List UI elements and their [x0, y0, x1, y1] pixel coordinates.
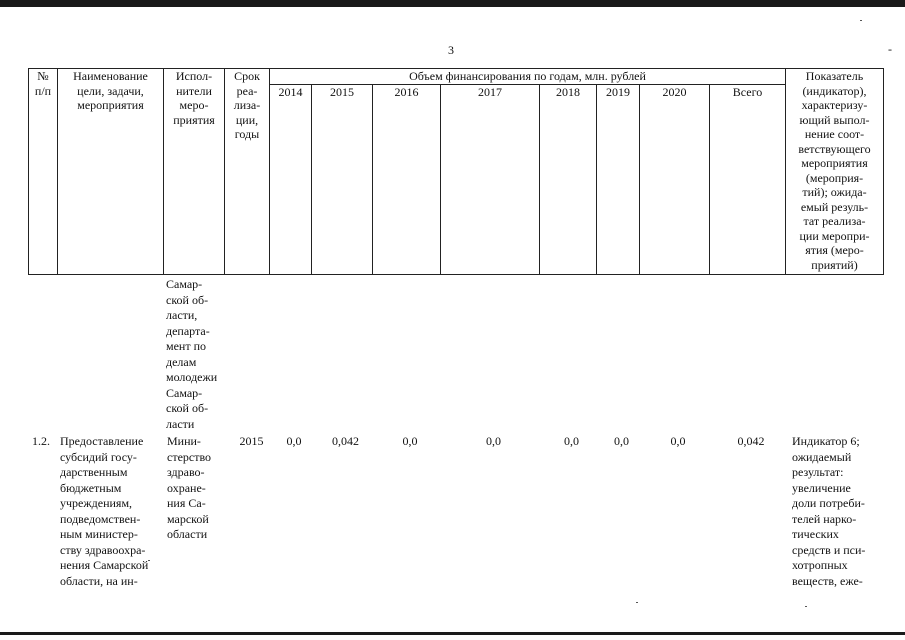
header-year-2018: 2018 [540, 85, 597, 275]
table-header [28, 68, 884, 275]
row-1-2-value-2018: 0,0 [564, 434, 579, 448]
page-number: 3 [448, 43, 454, 57]
corner-mark: - [888, 42, 892, 56]
header-year-2016: 2016 [373, 85, 441, 275]
scan-speck [860, 20, 862, 21]
row-1-2-value-total: 0,042 [737, 434, 765, 448]
header-name: Наименование цели, задачи, мероприятия [58, 69, 164, 275]
row-1-2-value-2016: 0,0 [402, 434, 418, 448]
header-year-2019: 2019 [597, 85, 640, 275]
header-total: Всего [710, 85, 786, 275]
row-1-2-num: 1.2. [32, 434, 50, 448]
scan-top-border [0, 0, 905, 7]
header-term: Срок реа- лиза- ции, годы [225, 69, 270, 275]
row-1-2-term: 2015 [239, 434, 264, 448]
row-1-2-executor: Мини- стерство здраво- охране- ния Са- марской области [167, 434, 212, 541]
header-funding-title: Объем финансирования по годам, млн. рублей [270, 69, 786, 85]
header-indicator: Показатель (индикатор), характеризу- ющий выпол- нение соот- ветствующего мероприятия (мероприя- тий); ожида- емый резуль- тат реализа- ции меропри- ятия (меро- приятий) [786, 69, 884, 275]
row-1-2-value-2020: 0,0 [670, 434, 686, 448]
header-executors: Испол- нители меро- приятия [164, 69, 225, 275]
scan-speck [636, 602, 638, 603]
scan-bottom-border [0, 632, 905, 635]
header-year-2015: 2015 [312, 85, 373, 275]
row-1-2-indicator: Индикатор 6; ожидаемый результат: увеличение доли потреби- телей нарко- тических средств и пси- хотропных веществ, еже- [792, 434, 866, 588]
header-num: № п/п [29, 69, 58, 275]
row-1-2-value-2019: 0,0 [614, 434, 629, 448]
header-year-2014: 2014 [270, 85, 312, 275]
row-1-2-name: Предоставление субсидий госу- дарственным бюджетным учреждениям, подведомствен- ным министер- ству здравоохра- нения Самарской области, на ин- [60, 434, 149, 588]
row-1-2-value-2017: 0,0 [486, 434, 501, 448]
continued-executor-text: Самар- ской об- ласти, департа- мент по делам молодежи Самар- ской об- ласти [166, 277, 218, 431]
header-year-2020: 2020 [640, 85, 710, 275]
row-1-2-value-2015: 0,042 [332, 434, 359, 448]
header-year-2017: 2017 [441, 85, 540, 275]
scan-speck [805, 606, 807, 607]
row-1-2-value-2014: 0,0 [286, 434, 302, 448]
